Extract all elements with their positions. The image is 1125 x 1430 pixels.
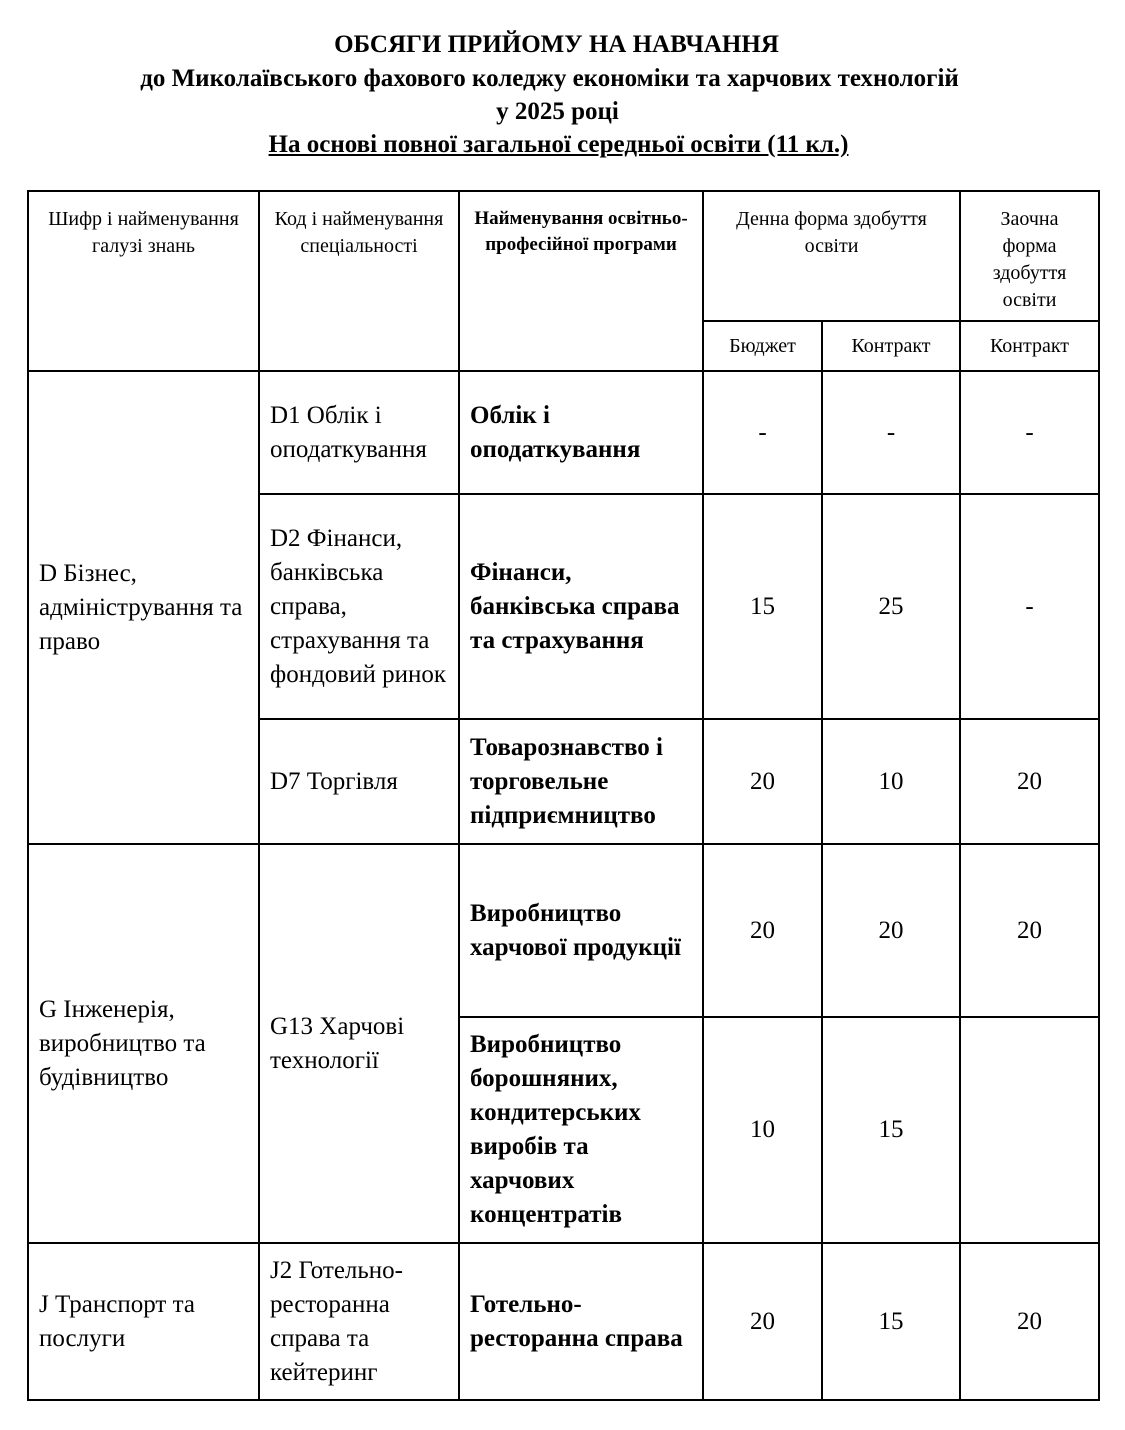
table-header-row xyxy=(28,191,1099,321)
program-cell: Виробництво харчової продукції xyxy=(459,844,703,1017)
contract-cell: 10 xyxy=(822,719,960,844)
college-name: до Миколаївського фахового коледжу економіки та харчових технологій xyxy=(140,65,959,92)
specialty-cell: D1 Облік і оподаткування xyxy=(259,371,459,494)
branch-cell: D Бізнес, адміністрування та право xyxy=(28,371,259,844)
admission-year: у 2025 році xyxy=(496,98,619,125)
education-basis: На основі повної загальної середньої освіти (11 кл.) xyxy=(268,131,849,158)
specialty-cell: J2 Готельно-ресторанна справа та кейтеринг xyxy=(259,1243,459,1400)
header-program: Найменування освітньо-професійної програми xyxy=(459,191,703,371)
contract-cell: 20 xyxy=(822,844,960,1017)
specialty-cell: G13 Харчові технології xyxy=(259,844,459,1243)
budget-cell: 10 xyxy=(703,1017,822,1243)
extramural-cell: 20 xyxy=(960,1243,1099,1400)
extramural-cell: 20 xyxy=(960,844,1099,1017)
specialty-cell: D2 Фінанси, банківська справа, страхування та фондовий ринок xyxy=(259,494,459,719)
program-cell: Облік і оподаткування xyxy=(459,371,703,494)
extramural-cell: - xyxy=(960,494,1099,719)
subheader-contract: Контракт xyxy=(822,321,960,371)
extramural-cell: - xyxy=(960,371,1099,494)
extramural-cell: 20 xyxy=(960,719,1099,844)
budget-cell: 15 xyxy=(703,494,822,719)
program-cell: Товарознавство і торговельне підприємництво xyxy=(459,719,703,844)
header-day-form: Денна форма здобуття освіти xyxy=(703,191,960,321)
program-cell: Фінанси, банківська справа та страхування xyxy=(459,494,703,719)
header-specialty: Код і найменування спеціальності xyxy=(259,191,459,371)
header-extramural-form: Заочна форма здобуття освіти xyxy=(960,191,1099,321)
budget-cell: 20 xyxy=(703,844,822,1017)
contract-cell: 15 xyxy=(822,1243,960,1400)
admission-table xyxy=(27,190,1100,1401)
program-cell: Готельно-ресторанна справа xyxy=(459,1243,703,1400)
extramural-cell xyxy=(960,1017,1099,1243)
header-branch: Шифр і найменування галузі знань xyxy=(28,191,259,371)
program-cell: Виробництво борошняних, кондитерських виробів та харчових концентратів xyxy=(459,1017,703,1243)
contract-cell: - xyxy=(822,371,960,494)
specialty-cell: D7 Торгівля xyxy=(259,719,459,844)
subheader-extramural-contract: Контракт xyxy=(960,321,1099,371)
table-row xyxy=(28,1243,1099,1400)
table-row xyxy=(28,844,1099,1017)
budget-cell: 20 xyxy=(703,1243,822,1400)
budget-cell: - xyxy=(703,371,822,494)
contract-cell: 15 xyxy=(822,1017,960,1243)
subheader-budget: Бюджет xyxy=(703,321,822,371)
document-title: ОБСЯГИ ПРИЙОМУ НА НАВЧАННЯ xyxy=(334,31,779,58)
contract-cell: 25 xyxy=(822,494,960,719)
branch-cell: G Інженерія, виробництво та будівництво xyxy=(28,844,259,1243)
branch-cell: J Транспорт та послуги xyxy=(28,1243,259,1400)
table-row xyxy=(28,371,1099,494)
budget-cell: 20 xyxy=(703,719,822,844)
